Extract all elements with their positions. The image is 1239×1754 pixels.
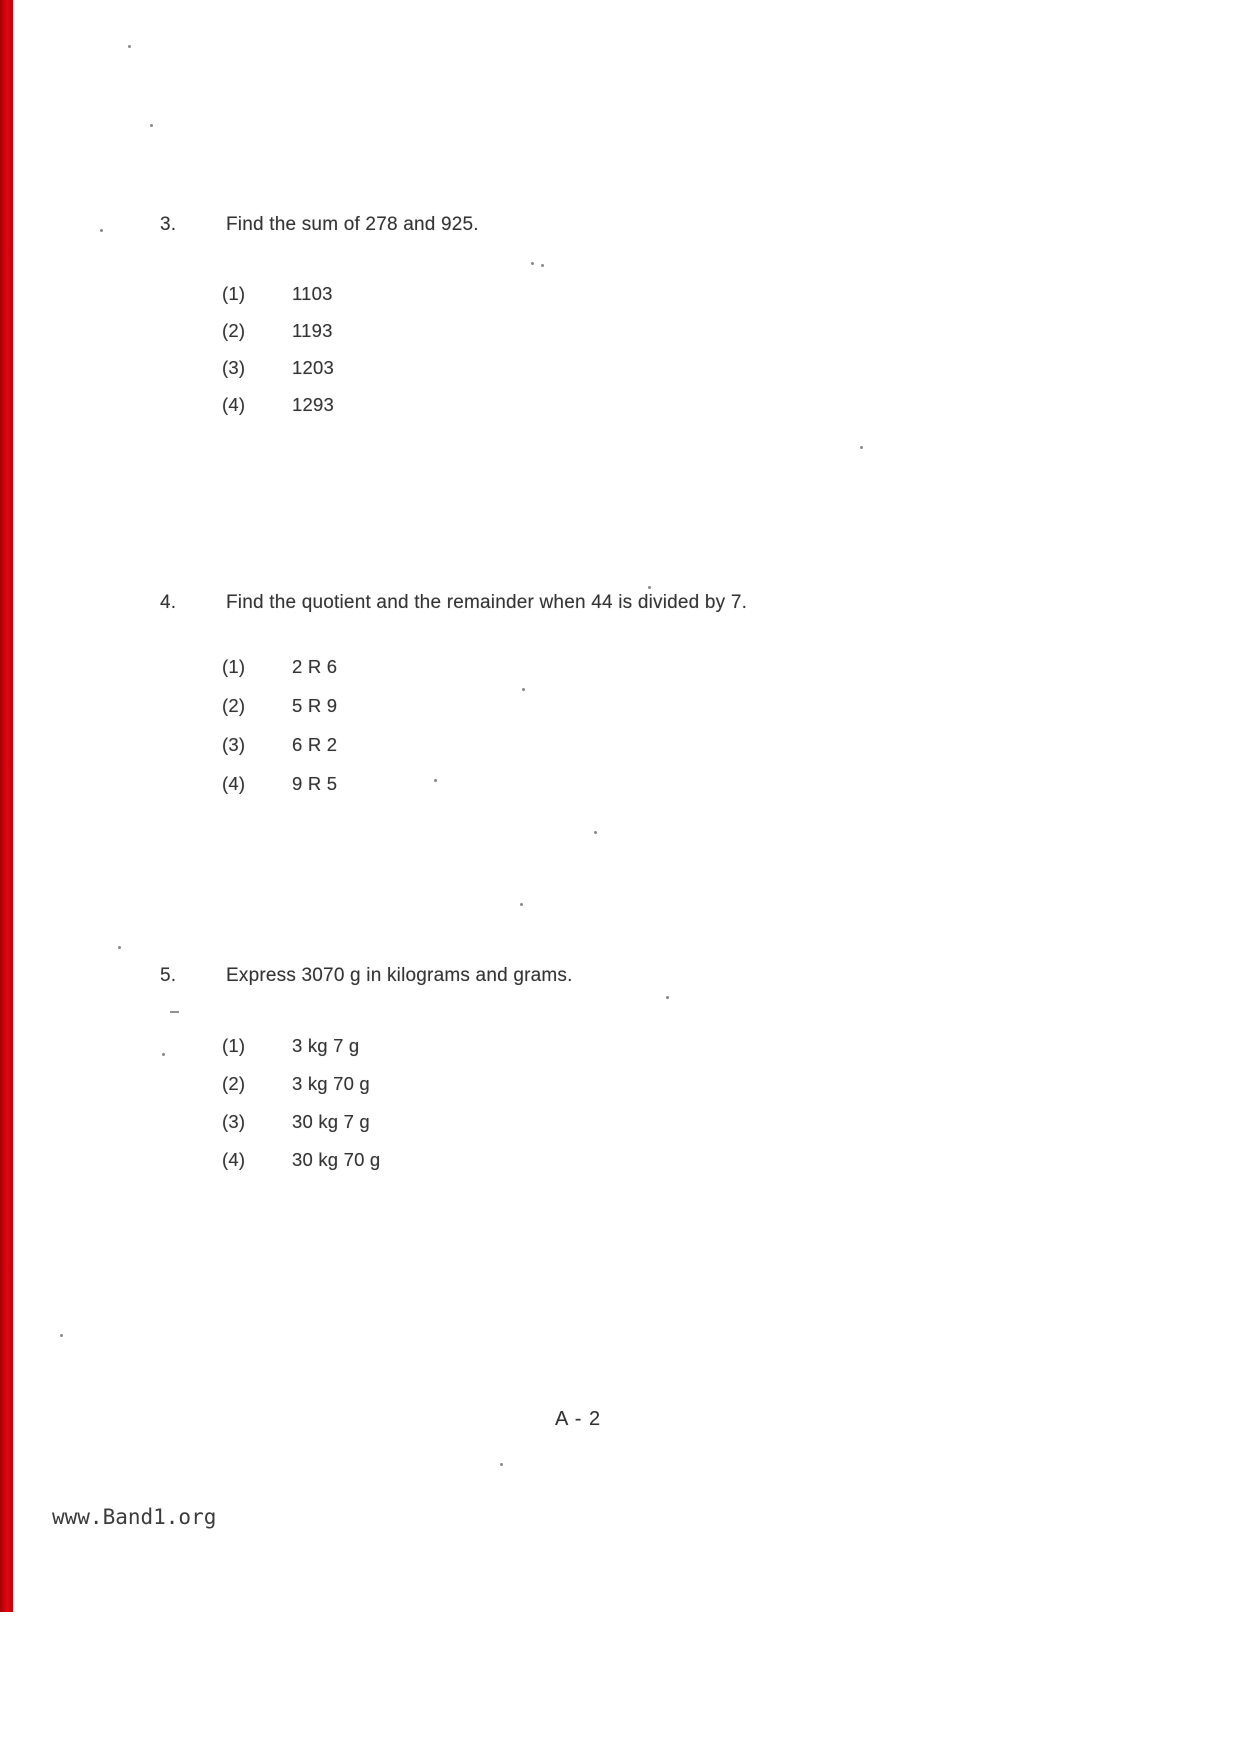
scan-speck	[531, 262, 534, 265]
option-row	[222, 734, 1020, 773]
question-text: Find the sum of 278 and 925.	[226, 214, 479, 235]
question-4-header	[160, 592, 1020, 614]
option-label: (1)	[222, 283, 246, 304]
scan-speck	[860, 446, 863, 449]
question-number: 5.	[160, 965, 177, 986]
scan-speck	[520, 903, 523, 906]
scan-speck	[60, 1334, 63, 1337]
question-number: 3.	[160, 214, 177, 235]
option-value: 3 kg 70 g	[292, 1073, 370, 1094]
option-label: (4)	[222, 1149, 246, 1170]
option-row	[222, 773, 1020, 812]
scan-speck	[648, 586, 651, 589]
option-label: (2)	[222, 695, 246, 716]
watermark: www.Band1.org	[52, 1505, 217, 1529]
option-label: (3)	[222, 357, 246, 378]
option-value: 2 R 6	[292, 656, 338, 677]
option-row	[222, 1111, 1020, 1149]
scan-speck	[666, 996, 669, 999]
scan-dash	[170, 1011, 179, 1013]
option-label: (1)	[222, 656, 246, 677]
question-4-options	[160, 656, 1020, 812]
scan-speck	[541, 264, 544, 267]
option-value: 6 R 2	[292, 734, 338, 755]
question-number: 4.	[160, 592, 177, 613]
option-label: (4)	[222, 773, 246, 794]
option-value: 1293	[292, 394, 334, 415]
option-value: 1103	[292, 283, 333, 304]
scan-speck	[522, 688, 525, 691]
question-3-options	[160, 283, 1020, 431]
question-4	[160, 592, 1020, 812]
option-row	[222, 656, 1020, 695]
option-row	[222, 394, 1020, 431]
scan-speck	[162, 1053, 165, 1056]
option-label: (2)	[222, 320, 246, 341]
option-value: 9 R 5	[292, 773, 338, 794]
scan-speck	[594, 831, 597, 834]
question-5-header	[160, 965, 1020, 987]
option-value: 30 kg 7 g	[292, 1111, 370, 1132]
question-5-options	[160, 1035, 1020, 1187]
option-label: (2)	[222, 1073, 246, 1094]
scan-speck	[118, 946, 121, 949]
option-row	[222, 1149, 1020, 1187]
scan-speck	[500, 1463, 503, 1466]
scan-speck	[434, 779, 437, 782]
question-text: Express 3070 g in kilograms and grams.	[226, 965, 573, 986]
option-row	[222, 1073, 1020, 1111]
option-label: (4)	[222, 394, 246, 415]
option-value: 3 kg 7 g	[292, 1035, 360, 1056]
scan-speck	[100, 229, 103, 232]
page-number-footer: A - 2	[555, 1408, 602, 1430]
option-value: 30 kg 70 g	[292, 1149, 381, 1170]
option-label: (3)	[222, 1111, 246, 1132]
question-text: Find the quotient and the remainder when 44 is divided by 7.	[226, 592, 748, 613]
option-value: 5 R 9	[292, 695, 338, 716]
scan-edge-stripe	[0, 0, 13, 1612]
question-5	[160, 965, 1020, 1187]
question-3	[160, 214, 1020, 431]
scan-speck	[150, 124, 153, 127]
option-label: (1)	[222, 1035, 246, 1056]
option-row	[222, 283, 1020, 320]
question-3-header	[160, 214, 1020, 236]
option-row	[222, 357, 1020, 394]
option-row	[222, 320, 1020, 357]
scan-speck	[128, 45, 131, 48]
option-row	[222, 1035, 1020, 1073]
option-value: 1203	[292, 357, 334, 378]
option-value: 1193	[292, 320, 333, 341]
option-label: (3)	[222, 734, 246, 755]
option-row	[222, 695, 1020, 734]
